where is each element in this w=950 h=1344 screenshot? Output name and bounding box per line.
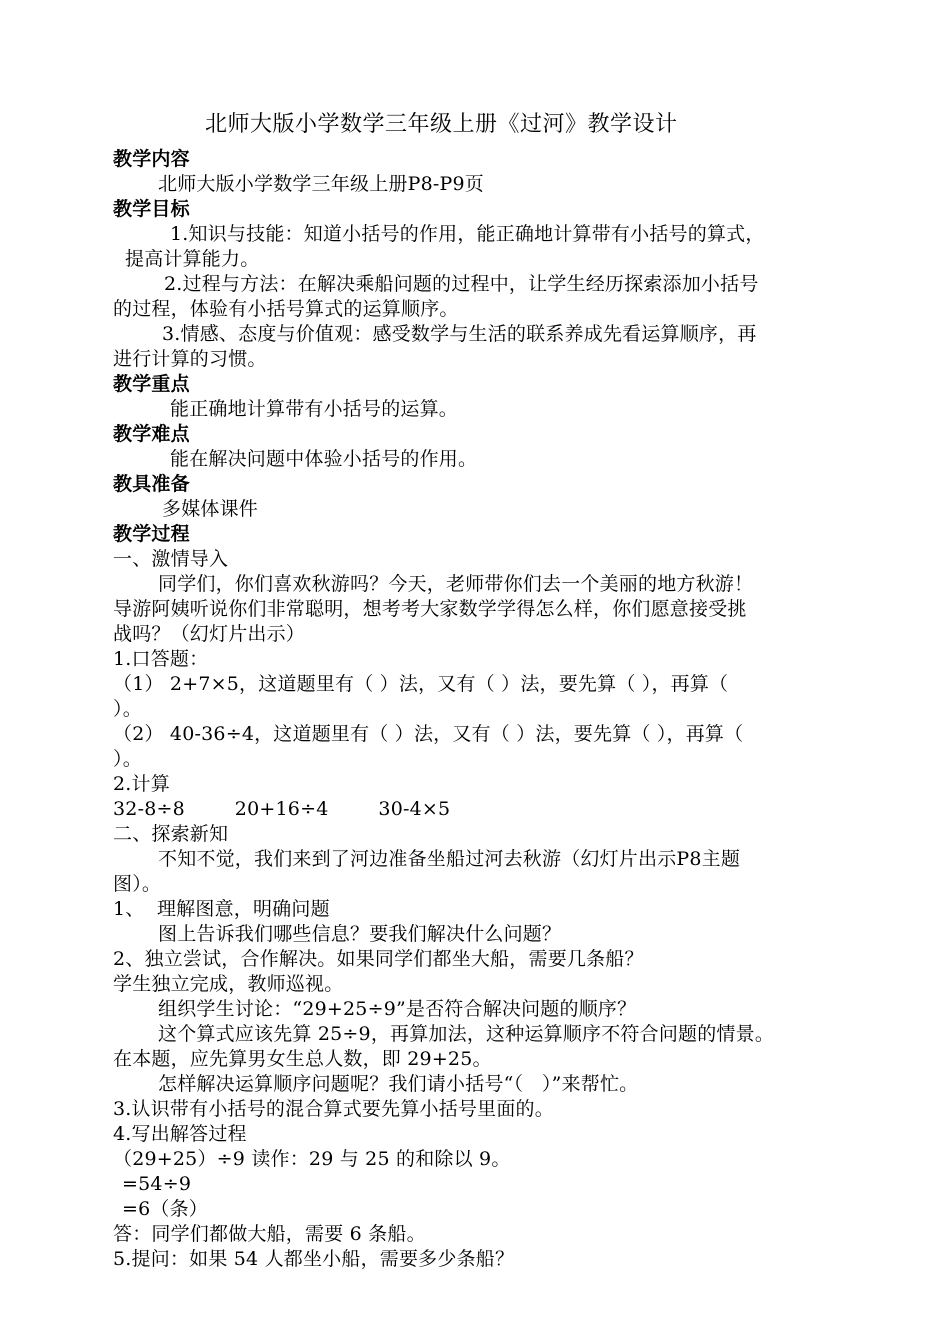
text-line: 2.过程与方法：在解决乘船问题的过程中，让学生经历探索添加小括号	[164, 273, 759, 295]
text-line: （1） 2+7×5，这道题里有（ ）法，又有（ ）法，要先算（ ），再算（	[113, 673, 729, 695]
text-line: ）。	[113, 698, 142, 720]
text-line: =6（条）	[122, 1198, 209, 1220]
text-line: 多媒体课件	[162, 498, 259, 520]
text-line: 导游阿姨听说你们非常聪明，想考考大家数学学得怎么样，你们愿意接受挑	[113, 598, 747, 620]
document-title: 北师大版小学数学三年级上册《过河》教学设计	[205, 112, 678, 137]
text-line: 1.知识与技能：知道小括号的作用，能正确地计算带有小括号的算式，	[170, 223, 765, 245]
text-line: 提高计算能力。	[125, 248, 260, 270]
text-line: 战吗？（幻灯片出示）	[113, 623, 306, 645]
text-line: 组织学生讨论：“29+25÷9”是否符合解决问题的顺序？	[158, 998, 637, 1020]
text-line: （29+25）÷9 读作：29 与 25 的和除以 9。	[113, 1148, 511, 1170]
heading-teaching-tools: 教具准备	[113, 473, 190, 495]
text-line: 4.写出解答过程	[113, 1123, 247, 1145]
text-line: =54÷9	[122, 1173, 192, 1195]
text-line: 图）。	[113, 873, 162, 895]
text-line: 这个算式应该先算 25÷9，再算加法，这种运算顺序不符合问题的情景。	[158, 1023, 775, 1045]
text-line: 答：同学们都做大船，需要 6 条船。	[113, 1223, 426, 1245]
text-line: 2.计算	[113, 773, 170, 795]
text-line: 北师大版小学数学三年级上册P8-P9页	[158, 173, 484, 195]
heading-teaching-process: 教学过程	[113, 523, 190, 545]
text-line: 1、 理解图意，明确问题	[113, 898, 330, 920]
text-line: 图上告诉我们哪些信息？要我们解决什么问题？	[158, 923, 562, 945]
text-line: 3.认识带有小括号的混合算式要先算小括号里面的。	[113, 1098, 554, 1120]
text-line: 3.情感、态度与价值观：感受数学与生活的联系养成先看运算顺序，再	[162, 323, 757, 345]
text-line: ）。	[113, 748, 142, 770]
heading-key-points: 教学重点	[113, 373, 190, 395]
heading-teaching-goals: 教学目标	[113, 198, 190, 220]
text-line: 一、激情导入	[113, 548, 229, 570]
text-line: 进行计算的习惯。	[113, 348, 267, 370]
text-line: 学生独立完成，教师巡视。	[113, 973, 344, 995]
text-line: 2、独立尝试，合作解决。如果同学们都坐大船，需要几条船？	[113, 948, 644, 970]
text-line: 能在解决问题中体验小括号的作用。	[170, 448, 478, 470]
text-line: 5.提问：如果 54 人都坐小船，需要多少条船？	[113, 1248, 515, 1270]
text-line: 32-8÷8 20+16÷4 30-4×5	[113, 798, 451, 820]
text-line: 1.口答题：	[113, 648, 209, 670]
text-line: 在本题，应先算男女生总人数，即 29+25。	[113, 1048, 492, 1070]
text-line: 不知不觉，我们来到了河边准备坐船过河去秋游（幻灯片出示P8主题	[158, 848, 741, 870]
text-line: 二、探索新知	[113, 823, 229, 845]
text-line: 怎样解决运算顺序问题呢？我们请小括号“（ ）”来帮忙。	[158, 1073, 639, 1095]
text-line: 的过程，体验有小括号算式的运算顺序。	[113, 298, 459, 320]
text-line: 能正确地计算带有小括号的运算。	[170, 398, 459, 420]
text-line: （2） 40-36÷4，这道题里有（ ）法，又有（ ）法，要先算（ ），再算（	[113, 723, 744, 745]
text-line: 同学们，你们喜欢秋游吗？今天，老师带你们去一个美丽的地方秋游！	[158, 573, 754, 595]
heading-teaching-content: 教学内容	[113, 148, 190, 170]
heading-difficulties: 教学难点	[113, 423, 190, 445]
